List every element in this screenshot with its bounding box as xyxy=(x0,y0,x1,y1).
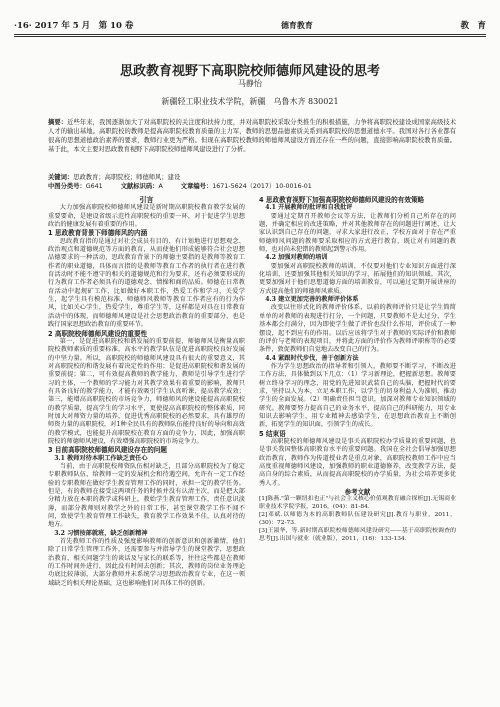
keywords-text: 思政教育；高职院校；师德师风；建设 xyxy=(73,174,181,181)
running-header xyxy=(14,18,486,32)
article-number: 文章编号：1671-5624（2017）10-0016-01 xyxy=(180,183,312,190)
section-5-paragraph: 高职院校的师德师风建设是事关高职院校办学质量的重要问题，也是事关我国整体高职教育水平的重要问题。我国在全社会倡导加强思想政治教育，教师作为传道授业者是重点对象，高职院校教师工作中应当高度重视师德师风建设，加强教师的职业道德修养，改变教学方法，提高自身的综合素质，从而提高高职院校的办学质量，为社会培养更多优秀人才。 xyxy=(259,437,456,487)
reference-item: [2]邓斌.以师德为本的高职教师队伍建设研究[J].教育与职业，2011，(30)：72-73. xyxy=(259,512,456,527)
doc-code: 文献标识码：A xyxy=(120,183,163,190)
abstract-label: 摘要： xyxy=(48,119,68,126)
section-4-4-paragraph: 作为学生思想政治的指导者和引领人，教师要不断学习，不断改进工作方法，具体做到以下几点：（1）学习新理论，把握新思想。教师要树立终身学习的理念，用党的先进知识武装自己的头脑，把握时代的要求，坚持以人为本，立足本职工作，以学生的切身利益人为准则，推动学生的全面发展。（2）明确责任担当意识，加深对教师专业知识领域的研究。教师要努力提高自己的业务水平，提高自己的科研能力，用专业知识去影响学生，用专业精神去感染学生，在思想政治教育上不断创新，拓宽学生的知识面，引领学生的成长。 xyxy=(259,362,456,429)
header-issue: ·16· 2017 年 5 月 第 10 卷 xyxy=(14,21,134,31)
article-meta xyxy=(48,173,456,191)
reference-item: [1]陈燕."第一颗纽扣也正"与社会主义核心价值观教育融合探析[J].无锡商业职业技术学院学报，2016，(04)：81-84. xyxy=(259,496,456,511)
body-columns xyxy=(48,196,456,588)
header-rule xyxy=(14,34,486,35)
section-1-heading: 1 思政教育背景下师德师风的内涵 xyxy=(48,229,148,238)
article-title: 思政教育视野下高职院校师德师风建设的思考 xyxy=(119,64,380,79)
header-rule-thin xyxy=(14,36,486,37)
section-3-1-paragraph: 当前，由于高职院校师资队伍相对缺乏，且部分高职院校为了稳定专职教师队伍，给教师一定的发展机会和待遇空间，允许有一定工作经验的专职教师在做好学生教育管理工作的同时，承担一定的教学任务。但是，有的教师在接受这两项任务的时候并没有认清主次，而是把大部分精力放在本职的教学或科研上，教始学生教育管理工作，责任意识淡薄，而部分教师则对教学之外的日常工作，甚至课堂教学工作不闻不问，致使学生教育管理工作缺失，教育教学工作效果不佳，认真对待的地方。 xyxy=(48,463,245,529)
section-5-heading: 5 结束语 xyxy=(259,429,286,438)
section-2-paragraph: 第一，是促进高职院校和谐发展的重要前提，师德师风是衡量高职院校教师素质的重要标准，高水平的教学队伍是促进高职院校良好发展的中坚力量。所以，高职院校的师德师风建设具有很大的重要意义，其对高职院校的和谐发展有着决定性的作用；是促进高职院校和谐发展的重要前提；第二，可有效提高教师的教学能力，教师是引导学生进行学习的主体，一个教师的学习能力对其教学效果有着重要的影响，教师只有具备良好的教学能力，才能有效吸引学生认真听课，提高教学成效；第三，能增高高职院校的市场竞争力，师德师风的建设能提高高职院校的教学质量，提高学生的学习水平，更使提高高职院校的整体素质，同时加大对师资力量的培养，促进优秀高职院校的必然要求，具有雄厚的师资力量的高职院校，对1种全民具有的教师队伍能持良好的导向和高效的教学模式，也能提升高职院校在教育方面的竞争力，因此，加强高职院校的师德师风建设，有效增强高职院校的市场竞争力。 xyxy=(48,337,245,445)
classification-line xyxy=(48,182,456,191)
left-column xyxy=(48,196,245,588)
intro-paragraph: 大力加强高职院校师德师风建设是新时期高职院校教育教学发展的重要要命，是建设省级示范性高职院校的重要一环，对于促进学生思想政治的健康发展有着重要的作用。 xyxy=(48,204,245,229)
article-affiliation: 新疆轻工职业技术学院，新疆 乌鲁木齐 830021 xyxy=(161,97,339,106)
section-3-2-paragraph: 首先教师工作的性质及强度影响教师的创新意识和创新激情，他们除了日常学生管理工作外，还需要参与并指导学生的课堂教学，思想政治教育，相关问题学生的谈话及与家长的联系等，往往这些都是在教师的工作时间外进行，因此没有时间去创新；其次，教师的岗位业务理论功底比较薄弱，大部分教师并未系统学习思想政治教育专业，在这一领域缺乏的相关理论基础，这也影响他们对具体工作的创新。 xyxy=(48,538,245,587)
section-2-heading: 2 高职院校师德师风建设的重要性 xyxy=(48,329,148,338)
intro-heading: 引言 xyxy=(139,196,154,204)
section-4-2-paragraph: 要加强对高职院校教师的培训，不仅要对他们专业知识方面进行深化培训，还要加强其他相关知识的学习，拓展他们的知识领域。其次，更要加强对于他们思想道德方面的培训教育，可以通过定期开展讲座的方式提高他们的师德师风素质。 xyxy=(259,262,456,295)
clc-code: 中图分类号：G641 xyxy=(48,183,103,190)
section-4-heading: 4 思政教育视野下加强高职院校师德师风建设的有效策略 xyxy=(259,196,425,204)
keywords-line xyxy=(48,173,456,182)
header-category: 教 育 xyxy=(460,21,486,31)
references-heading: 参考文献 xyxy=(344,488,371,497)
abstract xyxy=(48,118,456,154)
section-3-2-heading: 3.2 习惯按部就班，缺乏创新精神 xyxy=(54,529,148,537)
section-3-heading: 3 目前高职院校师德师风建设存在的问题 xyxy=(48,446,167,455)
keywords-label: 关键词： xyxy=(48,174,74,181)
section-4-1-paragraph: 要通过定期召开教师会议等方法，让教师们分析自己所存在的问题，并确定相应的改进策略，并对其他教师存在的问题进行阐述，让大家认识到自己存在的问题，寻求大家进行改正，学校方面对于存在严重师德师风问题的教师要采取相应的方式进行教育，既让对有问题的教师，也对尚未犯错的教师起到警示作用。 xyxy=(259,212,456,254)
section-4-2-heading: 4.2 加强对教师的培训 xyxy=(265,254,328,262)
header-section: 德育教育 xyxy=(280,19,313,30)
section-1-paragraph: 思政教育指的是通过对社会成员有目的、有计划地进行思想观念、政治观点和道德规范等方面的教育，从而使他们形成能够符合社会思想品德要求的一种活动，思政教育背景下的师德主要指的是教师等教育工作者的职业道德，具体而言指的是教师等教育工作者的执行者在进行教育活动时不能不遵守的相关的道德规范和行为要求，还有必须要形成的行为教育工作者必须具有的道德观念、情操和商的品质。师德在日常教育活动中起规矿工作，比如做好本职工作，热爱工作和学习，关爱学生，起学生具有模范标准，师德师风教师等教育工作者应有的行为作风，比如关心学生，热爱学生，尊重学生等，这样都是对具在日常教育活动中的体现，而师德师风建设是社会思想政治教育的重要部分，也是践行国家思想政治教育的重要环节。 xyxy=(48,237,245,329)
section-4-3-heading: 4.3 建立更加完善的教师评价体系 xyxy=(265,296,359,304)
section-3-1-heading: 3.1 教师对待本职工作缺乏责任心 xyxy=(54,454,148,462)
article-author: 马静怡 xyxy=(238,79,262,88)
section-4-1-heading: 4.1 开展教师的批评和自我批评 xyxy=(265,204,353,212)
right-column xyxy=(259,196,456,588)
section-4-4-heading: 4.4 紧跟时代步伐，善于创新方法 xyxy=(265,354,359,362)
abstract-text: 近些年来，我国逐渐加大了对高职院校的关注度和扶持力度，并对高职院校采取分类推生的积极措施，力争将高职院校建设成国家高级技术人才的输出基地。高职院校的教师是提高高职院校教育质量的主力军，教师的思想品德素质关系到高职院校的思想道德水平。我国对各行各业都有很高的思想道德政治素养的要求，教师行业更为严格。但现在高职院校教师的师德师风建设方面还存在一些的问题，直接影响高职院校教育质量。基于此，本文主要对思政教育视野下高职院校师德师风建设进行了分析。 xyxy=(48,119,457,153)
section-4-3-paragraph: 改变以往形式化的教师评价体系，以前的教师评价只是让学生简简单单的对教师的表现进行打分，一个问题，只要教师不是太过分，学生基本都会打满分，因为即使学生做了评价也没什么作用，评价成了一种摆设，起不到应有的作用。以后应该将学生对于教师的实际评价和教师的评价与老师的表现项目，并将此方面的评价作为教师评职称等的必要条件，敦促教师们自觉地去改变自己的行为。 xyxy=(259,304,456,354)
reference-item: [3]王淑华，等.新时期高职院校师德师风建设研究——基于高职院校调查的思考[J].出国与就业（就业版），2011，(16)：133-134. xyxy=(259,528,456,542)
